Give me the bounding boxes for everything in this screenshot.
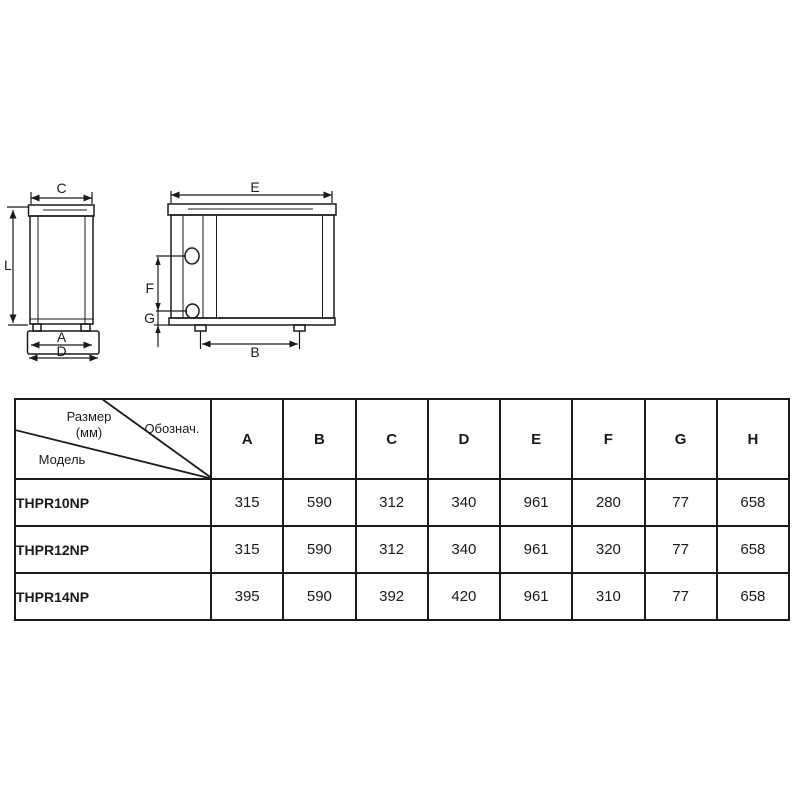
dimension-value: 961 [500,479,572,526]
dimension-value: 315 [211,479,283,526]
column-header-f: F [572,399,644,479]
dimension-value: 590 [283,526,355,573]
model-name: THPR10NP [15,479,211,526]
side-panel-lines [38,216,85,324]
front-f-arrow-down [155,303,160,311]
dimension-value: 77 [645,526,717,573]
dimension-value: 395 [211,573,283,620]
table-row [15,573,789,620]
dimension-value: 590 [283,479,355,526]
front-bottom-tray [169,318,335,325]
side-c-label: C [56,180,67,196]
dimension-value: 320 [572,526,644,573]
front-foot-right [294,325,305,331]
column-header-e: E [500,399,572,479]
model-name: THPR12NP [15,526,211,573]
front-foot-left [195,325,206,331]
table-row [15,526,789,573]
dimension-value: 420 [428,573,500,620]
column-header-a: A [211,399,283,479]
dimension-value: 280 [572,479,644,526]
side-view-drawing [4,180,99,359]
dimension-value: 658 [717,526,789,573]
front-panel-lines [183,215,323,318]
front-body [171,215,334,318]
dimension-value: 392 [356,573,428,620]
dimension-value: 77 [645,479,717,526]
front-view-drawing [144,179,336,360]
model-name: THPR14NP [15,573,211,620]
column-header-c: C [356,399,428,479]
front-f-arrow-up [155,257,160,265]
front-g-label: G [144,310,155,326]
dimension-value: 658 [717,479,789,526]
column-header-b: B [283,399,355,479]
corner-cell [15,399,211,479]
dimension-value: 590 [283,573,355,620]
front-pipe-bottom [186,304,199,318]
dimension-value: 310 [572,573,644,620]
side-body [30,216,93,324]
size-mm-label: Размер (мм) [66,409,112,440]
column-header-d: D [428,399,500,479]
table-header-row [15,399,789,479]
side-foot-left [33,324,41,331]
corner-cell-content [16,400,210,478]
table-row [15,479,789,526]
dimension-value: 312 [356,526,428,573]
dimension-value: 312 [356,479,428,526]
side-l-label: L [4,257,12,273]
side-d-label: D [56,343,67,359]
model-label: Модель [38,452,86,467]
dimensions-table [14,398,790,621]
dimension-value: 340 [428,526,500,573]
front-b-label: B [250,344,260,360]
dimension-value: 961 [500,526,572,573]
column-header-h: H [717,399,789,479]
dimension-value: 77 [645,573,717,620]
dimension-value: 658 [717,573,789,620]
dimension-value: 315 [211,526,283,573]
front-pipe-top [185,248,199,264]
front-e-label: E [250,179,260,195]
front-g-arrow-up [155,325,160,333]
dimension-drawings [0,0,800,392]
side-a-label: A [56,329,67,345]
front-f-label: F [145,280,154,296]
column-header-g: G [645,399,717,479]
dimension-value: 340 [428,479,500,526]
dimension-value: 961 [500,573,572,620]
designation-label: Обознач. [144,421,200,436]
side-foot-right [81,324,90,331]
